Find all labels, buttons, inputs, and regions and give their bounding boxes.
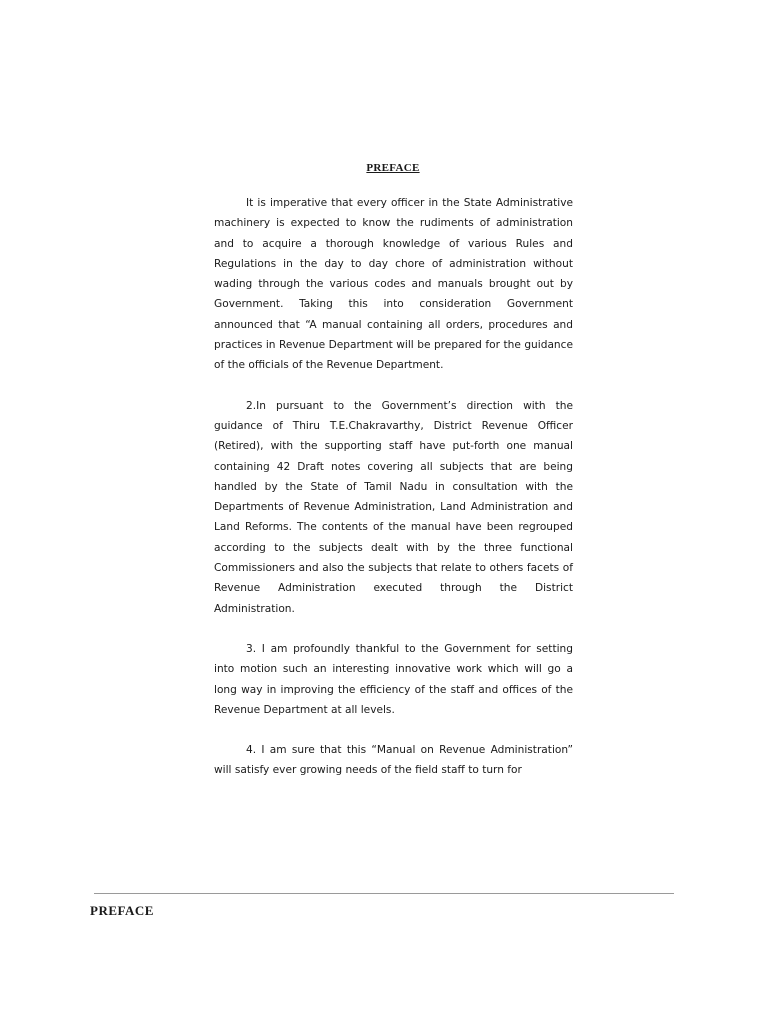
- paragraph-2: 2.In pursuant to the Government’s direction with the guidance of Thiru T.E.Chakravarthy, District Revenue Officer (Retired), with the supporting staff have put-forth one manual containing 42 Draft notes covering all subjects that are being handled by the State of Tamil Nadu in consultation with the Departments of Revenue Administration, Land Administration and Land Reforms. The contents of the manual have been regrouped according to the subjects dealt with by the three functional Commissioners and also the subjects that relate to others facets of Revenue Administration executed through the District Administration.: [214, 399, 573, 615]
- page-divider: [94, 893, 674, 894]
- footer-label: PREFACE: [90, 903, 154, 918]
- paragraph-4: 4. I am sure that this “Manual on Revenue Administration” will satisfy ever growing needs of the field staff to turn for: [214, 744, 573, 777]
- page-heading: PREFACE: [366, 162, 420, 174]
- paragraph-1: It is imperative that every officer in the State Administrative machinery is expected to know the rudiments of administration and to acquire a thorough knowledge of various Rules and Regulations in the day to day chore of administration without wading through the various codes and manuals brought out by Government. Taking this into consideration Government announced that “A manual containing all orders, procedures and practices in Revenue Department will be prepared for the guidance of the officials of the Revenue Department.: [214, 197, 573, 372]
- body-text: [214, 193, 573, 801]
- paragraph-3: 3. I am profoundly thankful to the Government for setting into motion such an interesting innovative work which will go a long way in improving the efficiency of the staff and offices of the Revenue Department at all levels.: [214, 642, 573, 716]
